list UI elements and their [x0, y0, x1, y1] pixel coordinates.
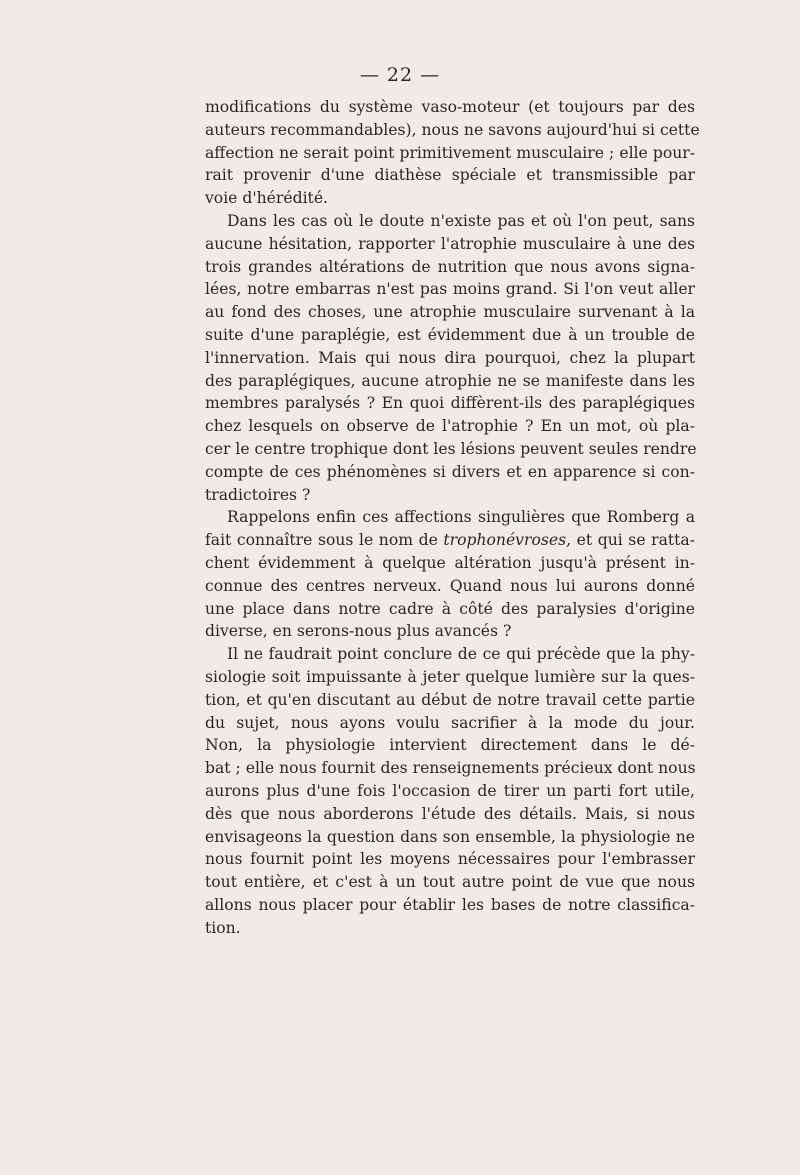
text-line: compte de ces phénomènes si divers et en apparence si con-: [205, 462, 695, 481]
text-line: dès que nous aborderons l'étude des détails. Mais, si nous: [205, 804, 695, 823]
text-line: nous fournit point les moyens nécessaires pour l'embrasser: [205, 850, 695, 869]
text-line: Dans les cas où le doute n'existe pas et où l'on peut, sans: [227, 211, 695, 230]
text-line: chent évidemment à quelque altération jusqu'à présent in-: [205, 553, 695, 572]
text-line: cer le centre trophique dont les lésions peuvent seules rendre: [205, 439, 697, 458]
text-line: lées, notre embarras n'est pas moins grand. Si l'on veut aller: [205, 280, 695, 299]
text-line: envisageons la question dans son ensemble, la physiologie ne: [205, 827, 695, 846]
text-line: aucune hésitation, rapporter l'atrophie musculaire à une des: [205, 234, 695, 253]
text-line: l'innervation. Mais qui nous dira pourquoi, chez la plupart: [205, 348, 695, 367]
text-line: des paraplégiques, aucune atrophie ne se manifeste dans les: [205, 371, 695, 390]
text-line: Il ne faudrait point conclure de ce qui précède que la phy-: [227, 645, 695, 664]
text-line-mixed: [205, 529, 695, 552]
text-line: aurons plus d'une fois l'occasion de tirer un parti fort utile,: [205, 781, 695, 800]
text-line: bat ; elle nous fournit des renseignements précieux dont nous: [205, 759, 696, 778]
text-line: tion.: [205, 918, 241, 937]
text-line: trois grandes altérations de nutrition que nous avons signa-: [205, 257, 695, 276]
text-line: membres paralysés ? En quoi diffèrent-ils des paraplégiques: [205, 394, 695, 413]
text-line: voie d'hérédité.: [205, 189, 329, 208]
text-line: modifications du système vaso-moteur (et toujours par des: [205, 98, 695, 116]
text-line: affection ne serait point primitivement musculaire ; elle pour-: [205, 143, 695, 162]
text-line: Non, la physiologie intervient directement dans le dé-: [205, 736, 695, 755]
text-line: allons nous placer pour établir les bases de notre classifica-: [205, 895, 695, 914]
text-line: diverse, en serons-nous plus avancés ?: [205, 622, 512, 641]
text-line: connue des centres nerveux. Quand nous lui aurons donné: [205, 576, 695, 595]
text-line: une place dans notre cadre à côté des paralysies d'origine: [205, 599, 695, 618]
text-line: siologie soit impuissante à jeter quelque lumière sur la ques-: [205, 667, 695, 686]
text-line: tion, et qu'en discutant au début de notre travail cette partie: [205, 690, 695, 709]
text-line: auteurs recommandables), nous ne savons aujourd'hui si cette: [205, 120, 700, 139]
text-line: Rappelons enfin ces affections singulières que Romberg a: [227, 508, 695, 527]
text-fragment: fait connaître sous le nom de: [205, 531, 438, 550]
body-text: [205, 96, 700, 939]
page-number: — 22 —: [359, 64, 441, 86]
text-fragment: , et qui se ratta-: [566, 531, 695, 550]
text-line: au fond des choses, une atrophie musculaire survenant à la: [205, 303, 695, 322]
text-line: rait provenir d'une diathèse spéciale et transmissible par: [205, 166, 695, 185]
text-line: du sujet, nous ayons voulu sacrifier à la mode du jour.: [205, 713, 695, 732]
text-line: chez lesquels on observe de l'atrophie ? En un mot, où pla-: [205, 417, 695, 436]
italic-term: trophonévroses: [443, 531, 567, 550]
text-line: suite d'une paraplégie, est évidemment due à un trouble de: [205, 325, 695, 344]
text-line: tout entière, et c'est à un tout autre point de vue que nous: [205, 873, 695, 892]
text-line: tradictoires ?: [205, 485, 311, 504]
